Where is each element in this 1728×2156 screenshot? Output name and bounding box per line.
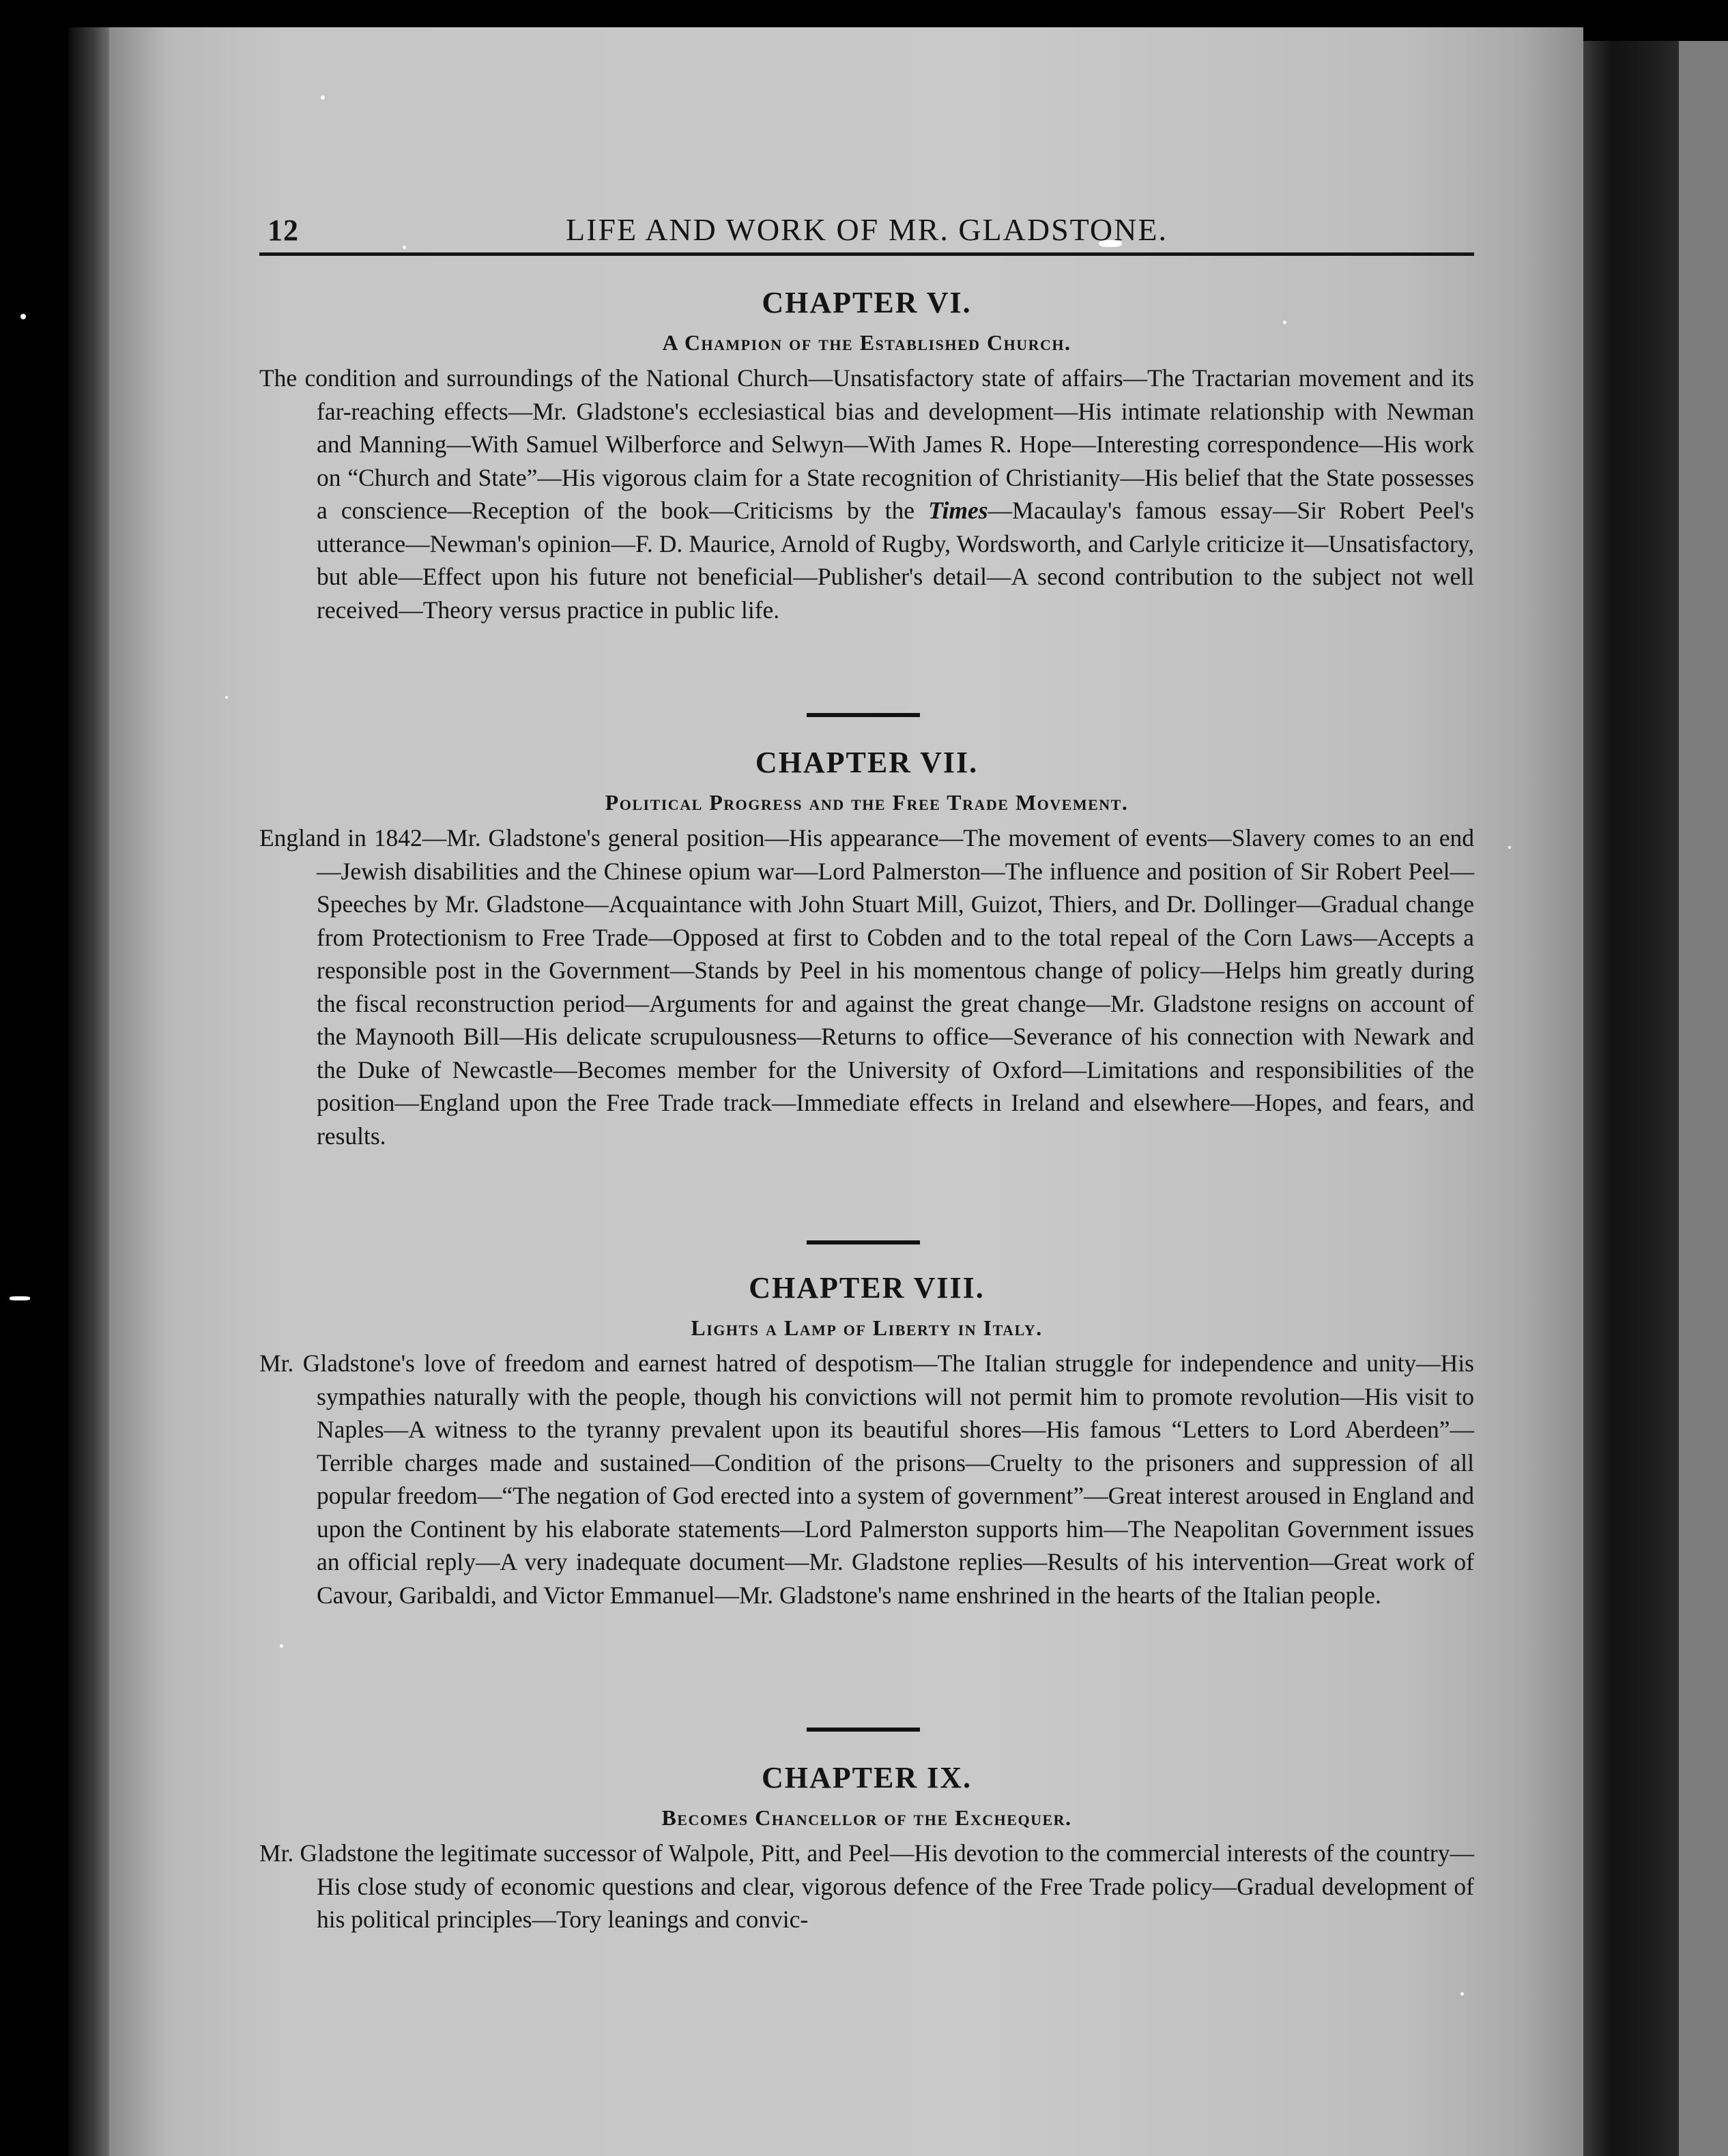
running-header	[259, 205, 1474, 256]
summary-italic-text: Times	[928, 497, 988, 524]
left-binding-shadow	[68, 27, 109, 2156]
scan-speck	[1460, 1992, 1464, 1996]
chapter-summary: Mr. Gladstone's love of freedom and earnest hatred of despotism—The Italian struggle for independence and unity—His sympathies naturally with the people, though his convictions will not permit him to promote revolution—His visit to Naples—A witness to the tyranny prevalent upon its beautiful shores—His famous “Letters to Lord Aberdeen”—Terrible charges made and sustained—Condition of the prisons—Cruelty to the prisoners and suppression of all popular freedom—“The negation of God erected into a system of government”—Great interest aroused in England and upon the Continent by his elaborate statements—Lord Palmerston supports him—The Neapolitan Government issues an official reply—A very inadequate document—Mr. Gladstone replies—Results of his intervention—Great work of Cavour, Garibaldi, and Victor Emmanuel—Mr. Gladstone's name enshrined in the hearts of the Italian people.	[259, 1350, 1474, 1609]
chapter-6	[259, 285, 1474, 626]
scan-speck	[10, 1296, 30, 1300]
scan-speck	[225, 696, 228, 699]
chapter-title: Political Progress and the Free Trade Movement.	[605, 790, 1129, 815]
section-divider	[807, 713, 920, 717]
summary-text-end: —Macaulay's famous essay—Sir Robert Peel's utterance—Newman's opinion—F. D. Maurice, Arnold of Rugby, Wordsworth, and Carlyle criticize it—Unsatisfactory, but able—Effect upon his future not beneficial—Publisher's detail—A second contribution to the subject not well received—Theory versus practice in public life.	[317, 497, 1474, 624]
running-head-title: LIFE AND WORK OF MR. GLADSTONE.	[566, 212, 1168, 247]
scan-speck	[1508, 846, 1511, 849]
chapter-8	[259, 1270, 1474, 1612]
page-number: 12	[268, 214, 299, 247]
chapter-number: CHAPTER VI.	[762, 286, 972, 319]
chapter-summary: Mr. Gladstone the legitimate successor of Walpole, Pitt, and Peel—His devotion to the commercial interests of the country—His close study of economic questions and clear, vigorous defence of the Free Trade policy—Gradual development of his political principles—Tory leanings and convic-	[259, 1839, 1474, 1933]
chapter-number: CHAPTER VIII.	[749, 1271, 985, 1305]
right-page-edge	[1583, 41, 1679, 2156]
chapter-title: Lights a Lamp of Liberty in Italy.	[691, 1315, 1043, 1340]
section-divider	[807, 1728, 920, 1732]
section-divider	[807, 1240, 920, 1244]
chapter-number: CHAPTER IX.	[761, 1761, 973, 1794]
summary-text: The condition and surroundings of the National Church—Unsatisfactory state of affairs—The Tractarian movement and its far-reaching effects—Mr. Gladstone's ecclesiastical bias and development—His intimate relationship with Newman and Manning—With Samuel Wilberforce and Selwyn—With James R. Hope—Interesting correspondence—His work on “Church and State”—His vigorous claim for a State recognition of Christianity—His belief that the State possesses a conscience—Reception of the book—Criticisms by the	[259, 364, 1474, 524]
scan-speck	[280, 1644, 283, 1648]
chapter-summary: England in 1842—Mr. Gladstone's general position—His appearance—The movement of events—Slavery comes to an end—Jewish disabilities and the Chinese opium war—Lord Palmerston—The influence and position of Sir Robert Peel—Speeches by Mr. Gladstone—Acquaintance with John Stuart Mill, Guizot, Thiers, and Dr. Dollinger—Gradual change from Protectionism to Free Trade—Opposed at first to Cobden and to the total repeal of the Corn Laws—Accepts a responsible post in the Government—Stands by Peel in his momentous change of policy—Helps him greatly during the fiscal reconstruction period—Arguments for and against the great change—Mr. Gladstone resigns on account of the Maynooth Bill—His delicate scrupulousness—Returns to office—Severance of his connection with Newark and the Duke of Newcastle—Becomes member for the University of Oxford—Limitations and responsibilities of the position—England upon the Free Trade track—Immediate effects in Ireland and elsewhere—Hopes, and fears, and results.	[259, 824, 1474, 1150]
chapter-title: A Champion of the Established Church.	[662, 330, 1071, 355]
chapter-7	[259, 745, 1474, 1152]
chapter-title: Becomes Chancellor of the Exchequer.	[661, 1805, 1072, 1830]
scan-speck	[20, 314, 26, 319]
chapter-summary	[259, 362, 1474, 626]
chapter-9	[259, 1760, 1474, 1936]
scan-speck	[321, 96, 325, 100]
chapter-number: CHAPTER VII.	[755, 746, 979, 779]
next-page-edge	[1679, 41, 1728, 2156]
